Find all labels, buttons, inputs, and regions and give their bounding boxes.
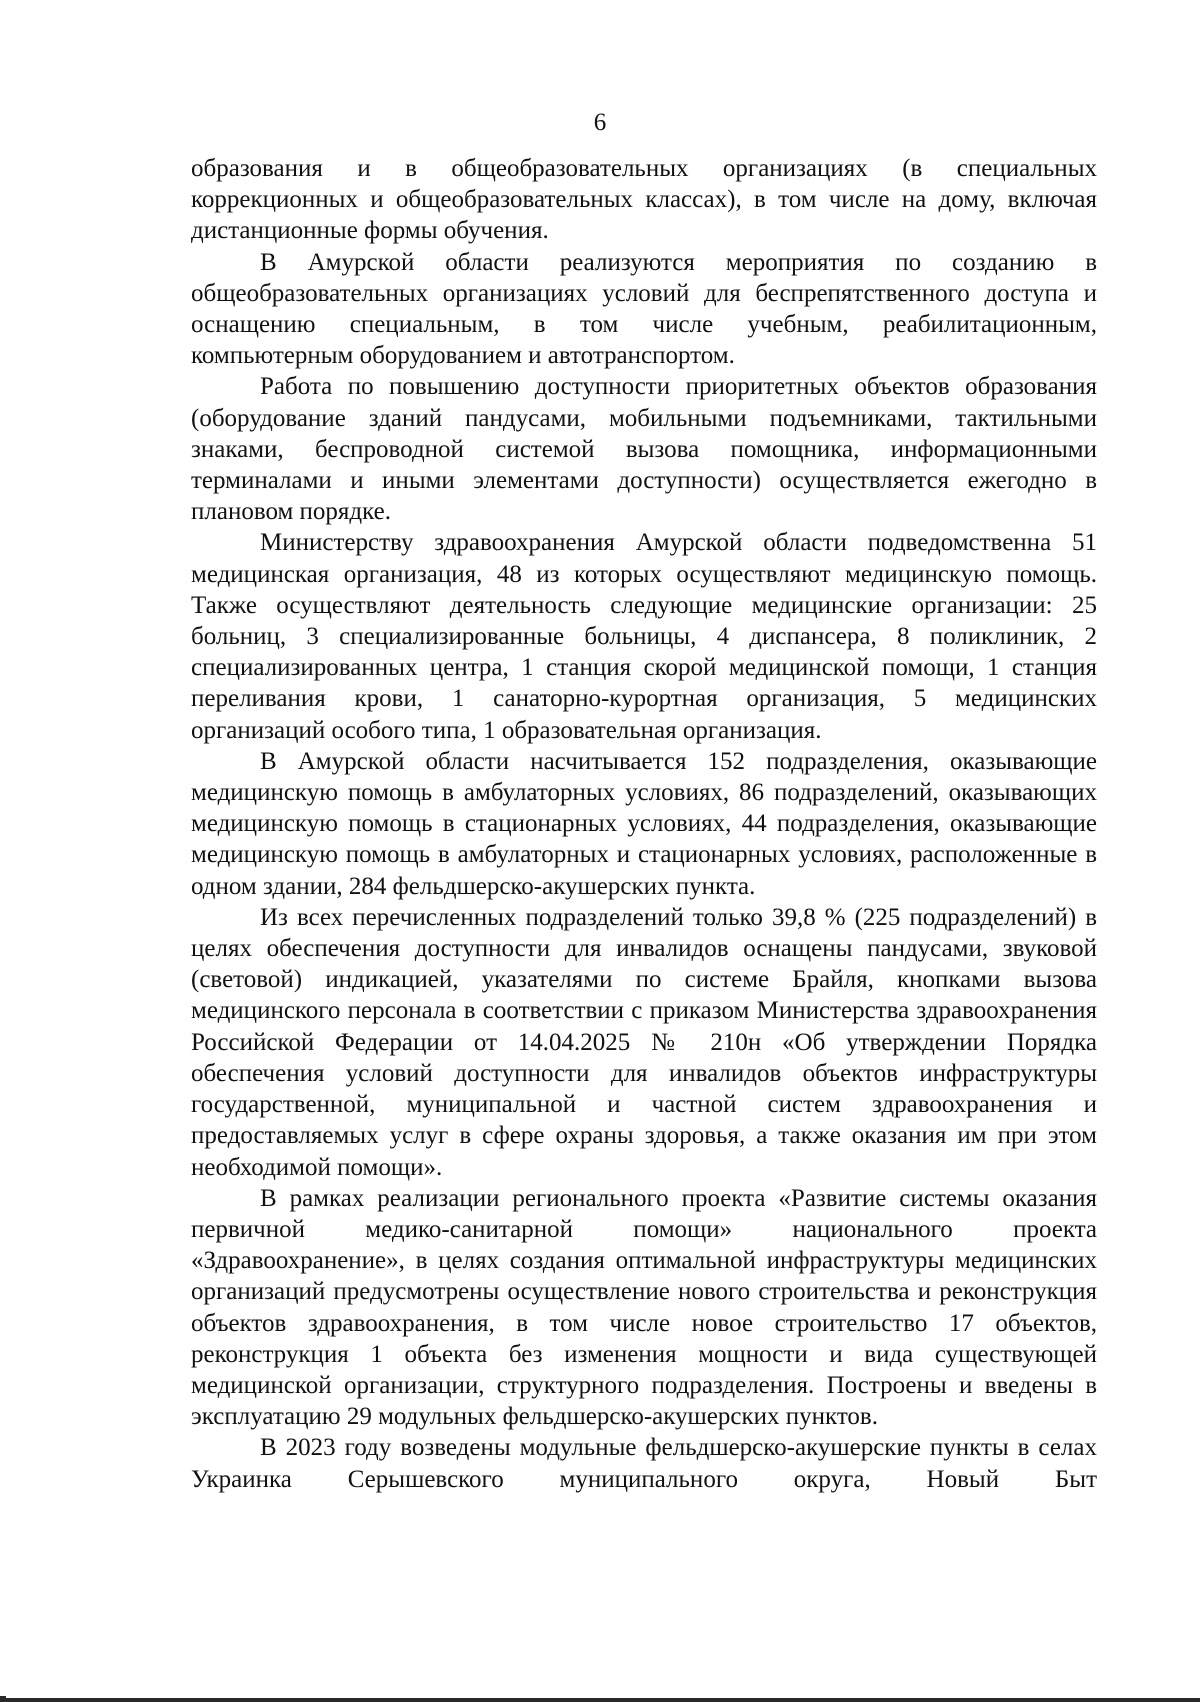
- page-number: 6: [593, 109, 607, 136]
- paragraph-school-equipment: В Амурской области реализуются мероприятия по созданию в общеобразовательных организациях условий для беспрепятственного доступа и оснащению специальным, в том числе учебным, реабилитационным, компьютерным оборудованием и автотранспортом.: [191, 248, 1097, 370]
- scan-edge-corner: [0, 1696, 6, 1702]
- paragraph-regional-project: В рамках реализации регионального проекта «Развитие системы оказания первичной медико-санитарной помощи» национального проекта «Здравоохранение», в целях создания оптимальной инфраструктуры медицинских организаций предусмотрены осуществление нового строительства и реконструкция объектов здравоохранения, в том числе новое строительство 17 объектов, реконструкция 1 объекта без изменения мощности и вида существующей медицинской организации, структурного подразделения. Построены и введены в эксплуатацию 29 модульных фельдшерско-акушерских пунктов.: [191, 1184, 1097, 1431]
- paragraph-medical-organizations: Министерству здравоохранения Амурской области подведомственна 51 медицинская организация, 48 из которых осуществляют медицинскую помощь. Также осуществляют деятельность следующие медицинские организации: 25 больниц, 3 специализированные больницы, 4 диспансера, 8 поликлиник, 2 специализированных центра, 1 станция скорой медицинской помощи, 1 станция переливания крови, 1 санаторно-курортная организация, 5 медицинских организаций особого типа, 1 образовательная организация.: [191, 529, 1097, 744]
- paragraph-education-continuation: образования и в общеобразовательных организациях (в специальных коррекционных и общеобразовательных классах), в том числе на дому, включая дистанционные формы обучения.: [191, 155, 1097, 245]
- paragraph-accessibility-work: Работа по повышению доступности приоритетных объектов образования (оборудование зданий пандусами, мобильными подъемниками, тактильными знаками, беспроводной системой вызова помощника, информационными терминалами и иными элементами доступности) осуществляется ежегодно в плановом порядке.: [191, 373, 1097, 526]
- paragraph-modular-fap-2023: В 2023 году возведены модульные фельдшерско-акушерские пункты в селах Украинка Серышевского муниципального округа, Новый Быт: [191, 1434, 1097, 1493]
- paragraph-medical-subdivisions: В Амурской области насчитывается 152 подразделения, оказывающие медицинскую помощь в амбулаторных условиях, 86 подразделений, оказывающих медицинскую помощь в стационарных условиях, 44 подразделения, оказывающие медицинскую помощь в амбулаторных и стационарных условиях, расположенные в одном здании, 284 фельдшерско-акушерских пункта.: [191, 747, 1097, 900]
- scan-edge-bottom: [0, 1698, 1200, 1702]
- paragraph-equipped-subdivisions: Из всех перечисленных подразделений только 39,8 % (225 подразделений) в целях обеспечения доступности для инвалидов оснащены пандусами, звуковой (световой) индикацией, указателями по системе Брайля, кнопками вызова медицинского персонала в соответствии с приказом Министерства здравоохранения Российской Федерации от 14.04.2025 № 210н «Об утверждении Порядка обеспечения условий доступности для инвалидов объектов инфраструктуры государственной, муниципальной и частной систем здравоохранения и предоставляемых услуг в сфере охраны здоровья, а также оказания им при этом необходимой помощи».: [191, 903, 1097, 1181]
- document-body: [191, 153, 1097, 1495]
